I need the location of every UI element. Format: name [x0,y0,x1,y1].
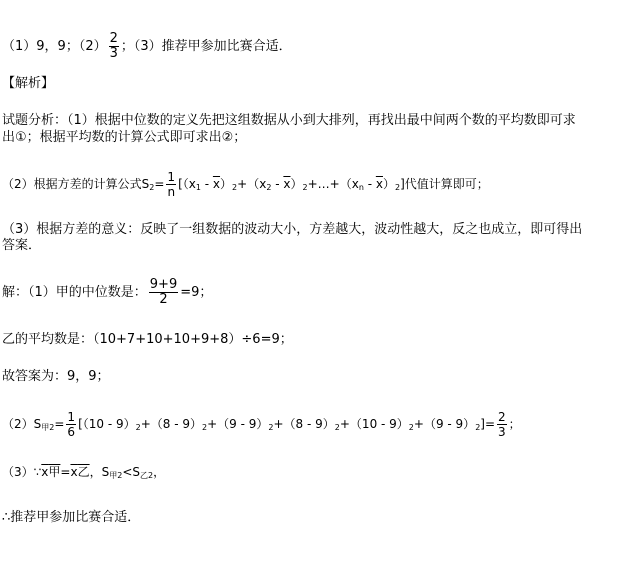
s4-prefix: （2）S [2,417,42,431]
s4-sup: 2 [49,423,55,432]
s5-prefix: （3）∵ [2,465,42,479]
s4-term: [（10 - 9） [78,417,136,431]
s5-sub: 乙 [139,471,148,480]
s5-eq: = [60,465,71,479]
s4-sq: 2 [135,423,141,432]
variance-term: +（x [237,177,267,191]
xbar: $\overline{x}$ [212,177,221,191]
s4-result-den: 3 [498,425,506,439]
solution-line-5 [2,465,165,483]
s4-term: +（10 - 9） [339,417,409,431]
variance-end: ]代值计算即可； [400,177,489,191]
fraction-denominator: 3 [109,46,118,61]
s4-end: ]= [480,417,496,431]
s4-eq: = [54,417,65,431]
jiexi-heading: 【解析】 [2,76,55,91]
median-fraction [149,278,178,307]
variance-sq: 2 [394,183,401,192]
median-num: 9+9 [149,277,178,292]
s4-fraction [66,410,76,439]
s4-frac-num: 1 [67,410,76,424]
s4-result-num: 2 [498,410,506,424]
variance-term: - [271,177,284,191]
variance-sup: 2 [149,183,155,192]
solution-line-1 [2,278,212,307]
variance-term: ） [382,177,395,191]
xbar-jia: 甲 [48,465,61,479]
s5-lt: <S [122,465,140,479]
variance-term: ） [220,177,233,191]
answer-part2: ；（3）推荐甲参加比赛合适． [120,39,292,54]
s4-semicolon: ； [508,417,521,431]
s4-term: +（9 - 9） [207,417,269,431]
variance-fraction [166,170,176,199]
xbar-yi: 乙 [77,465,90,479]
s4-sub: 甲 [41,423,50,432]
s5-sup: 2 [147,471,154,480]
variance-frac-den: n [167,185,176,199]
variance-sq: 2 [302,183,308,192]
answer-fraction [109,32,119,61]
solution-line-3: 故答案为：9，9； [2,369,110,384]
answer-line [2,32,292,61]
median-result: =9； [180,285,213,300]
median-den: 2 [159,292,168,307]
s5-sup: 2 [117,471,123,480]
variance-term: - [363,177,376,191]
variance-sub: n [358,183,364,192]
variance-term: [（x [178,177,196,191]
s4-term: +（8 - 9） [273,417,335,431]
s5-sub: 甲 [109,471,118,480]
s5-end: ， [153,465,166,479]
s4-term: +（9 - 9） [413,417,476,431]
variance-term: - [200,177,213,191]
variance-eq: = [154,177,165,191]
analysis-line-2: 出①；根据平均数的计算公式即可求出②； [2,130,247,145]
variance-frac-num: 1 [167,170,176,184]
s4-sq: 2 [408,423,414,432]
variance-sub: 1 [195,183,201,192]
variance-sq: 2 [232,183,238,192]
analysis-line-4: （3）根据方差的意义：反映了一组数据的波动大小，方差越大，波动性越大，反之也成立，即可得出 [2,222,583,237]
fraction-numerator: 2 [109,31,118,46]
variance-formula-line [2,170,489,199]
s5-variance: ，S [89,465,110,479]
solution-prefix: 解：（1）甲的中位数是： [2,285,147,300]
xbar: $\overline{x}$ [283,177,291,191]
variance-sub: 2 [266,183,272,192]
analysis-line-1: 试题分析：（1）根据中位数的定义先把这组数据从小到大排列，再找出最中间两个数的平均数即可求 [2,113,576,128]
analysis-line-5: 答案． [2,238,42,253]
variance-term: ） [290,177,303,191]
xbar: $\overline{x}$ [41,465,49,479]
solution-line-2: 乙的平均数是：（10+7+10+10+9+8）÷6=9； [2,332,293,347]
s4-frac-den: 6 [67,425,76,439]
s4-sq: 2 [202,423,208,432]
s4-result-fraction [497,410,507,439]
solution-line-6: ∴推荐甲参加比赛合适． [2,510,141,525]
s4-sq: 2 [475,423,481,432]
solution-line-4 [2,410,521,439]
variance-prefix: （2）根据方差的计算公式S [2,177,150,191]
s4-term: +（8 - 9） [140,417,202,431]
xbar: $\overline{x}$ [375,177,383,191]
answer-part1: （1）9，9；（2） [2,39,107,54]
xbar: $\overline{x}$ [70,465,78,479]
s4-sq: 2 [334,423,340,432]
s4-sq: 2 [268,423,274,432]
variance-term: +…+（x [307,177,359,191]
